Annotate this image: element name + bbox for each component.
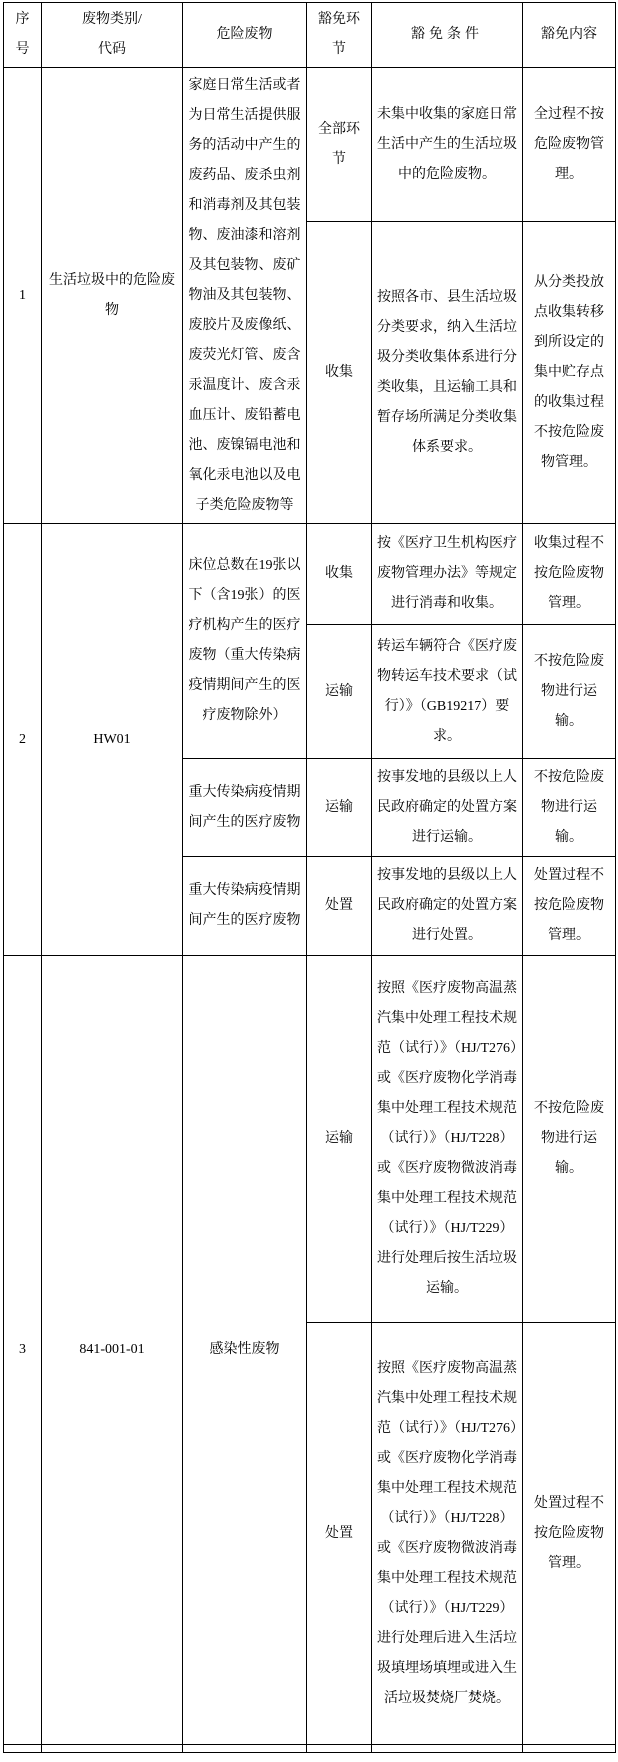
cell-waste	[183, 1745, 307, 1753]
cell-content: 收集过程不按危险废物管理。	[523, 524, 616, 625]
header-category-line2: 代码	[98, 42, 126, 57]
cell-stage: 处置	[307, 857, 372, 956]
cell-category	[42, 1745, 183, 1753]
cell-no: 3	[4, 956, 42, 1745]
cell-stage: 收集	[307, 222, 372, 524]
cell-stage: 运输	[307, 956, 372, 1323]
cell-content: 处置过程不按危险废物管理。	[523, 1323, 616, 1745]
table-header-row	[4, 3, 616, 68]
cell-content: 全过程不按危险废物管理。	[523, 68, 616, 222]
cell-content: 处置过程不按危险废物管理。	[523, 857, 616, 956]
cell-stage: 运输	[307, 625, 372, 759]
table-row	[4, 524, 616, 625]
header-category-line1: 废物类别/	[82, 12, 142, 27]
cell-condition: 转运车辆符合《医疗废物转运车技术要求（试行）》（GB19217）要求。	[372, 625, 523, 759]
cell-stage	[307, 1745, 372, 1753]
table-row-partial	[4, 1745, 616, 1753]
header-stage-line1: 豁免环	[318, 12, 360, 27]
cell-waste: 床位总数在19张以下（含19张）的医疗机构产生的医疗废物（重大传染病疫情期间产生的医疗废物除外）	[183, 524, 307, 759]
exemption-table	[3, 2, 616, 1753]
cell-waste: 重大传染病疫情期间产生的医疗废物	[183, 857, 307, 956]
cell-no: 1	[4, 68, 42, 524]
cell-content: 不按危险废物进行运输。	[523, 956, 616, 1323]
header-cell-content: 豁免内容	[523, 3, 616, 68]
cell-no: 2	[4, 524, 42, 956]
header-cell-category	[42, 3, 183, 68]
cell-stage: 收集	[307, 524, 372, 625]
cell-condition: 按事发地的县级以上人民政府确定的处置方案进行处置。	[372, 857, 523, 956]
header-cell-waste: 危险废物	[183, 3, 307, 68]
cell-waste: 感染性废物	[183, 956, 307, 1745]
cell-waste: 家庭日常生活或者为日常生活提供服务的活动中产生的废药品、废杀虫剂和消毒剂及其包装物、废油漆和溶剂及其包装物、废矿物油及其包装物、废胶片及废像纸、废荧光灯管、废含汞温度计、废含汞血压计、废铅蓄电池、废镍镉电池和氧化汞电池以及电子类危险废物等	[183, 68, 307, 524]
cell-no	[4, 1745, 42, 1753]
cell-stage: 全部环节	[307, 68, 372, 222]
cell-condition: 未集中收集的家庭日常生活中产生的生活垃圾中的危险废物。	[372, 68, 523, 222]
cell-condition: 按《医疗卫生机构医疗废物管理办法》等规定进行消毒和收集。	[372, 524, 523, 625]
header-cell-stage	[307, 3, 372, 68]
cell-condition: 按照各市、县生活垃圾分类要求，纳入生活垃圾分类收集体系进行分类收集，且运输工具和暂存场所满足分类收集体系要求。	[372, 222, 523, 524]
header-stage-line2: 节	[332, 42, 346, 57]
cell-stage: 处置	[307, 1323, 372, 1745]
cell-condition: 按照《医疗废物高温蒸汽集中处理工程技术规范（试行）》（HJ/T276）或《医疗废物化学消毒集中处理工程技术规范（试行）》（HJ/T228）或《医疗废物微波消毒集中处理工程技术规范（试行）》（HJ/T229）进行处理后按生活垃圾运输。	[372, 956, 523, 1323]
cell-waste: 重大传染病疫情期间产生的医疗废物	[183, 759, 307, 857]
cell-condition	[372, 1745, 523, 1753]
cell-content: 不按危险废物进行运输。	[523, 759, 616, 857]
cell-content: 从分类投放点收集转移到所设定的集中贮存点的收集过程不按危险废物管理。	[523, 222, 616, 524]
cell-stage: 运输	[307, 759, 372, 857]
cell-category: 841-001-01	[42, 956, 183, 1745]
cell-category: 生活垃圾中的危险废物	[42, 68, 183, 524]
cell-condition: 按事发地的县级以上人民政府确定的处置方案进行运输。	[372, 759, 523, 857]
header-cell-no: 序号	[4, 3, 42, 68]
cell-category: HW01	[42, 524, 183, 956]
cell-content	[523, 1745, 616, 1753]
cell-content: 不按危险废物进行运输。	[523, 625, 616, 759]
header-cell-condition: 豁免条件	[372, 3, 523, 68]
cell-condition: 按照《医疗废物高温蒸汽集中处理工程技术规范（试行）》（HJ/T276）或《医疗废物化学消毒集中处理工程技术规范（试行）》（HJ/T228）或《医疗废物微波消毒集中处理工程技术规范（试行）》（HJ/T229）进行处理后进入生活垃圾填埋场填埋或进入生活垃圾焚烧厂焚烧。	[372, 1323, 523, 1745]
table-row	[4, 956, 616, 1323]
table-row	[4, 68, 616, 222]
